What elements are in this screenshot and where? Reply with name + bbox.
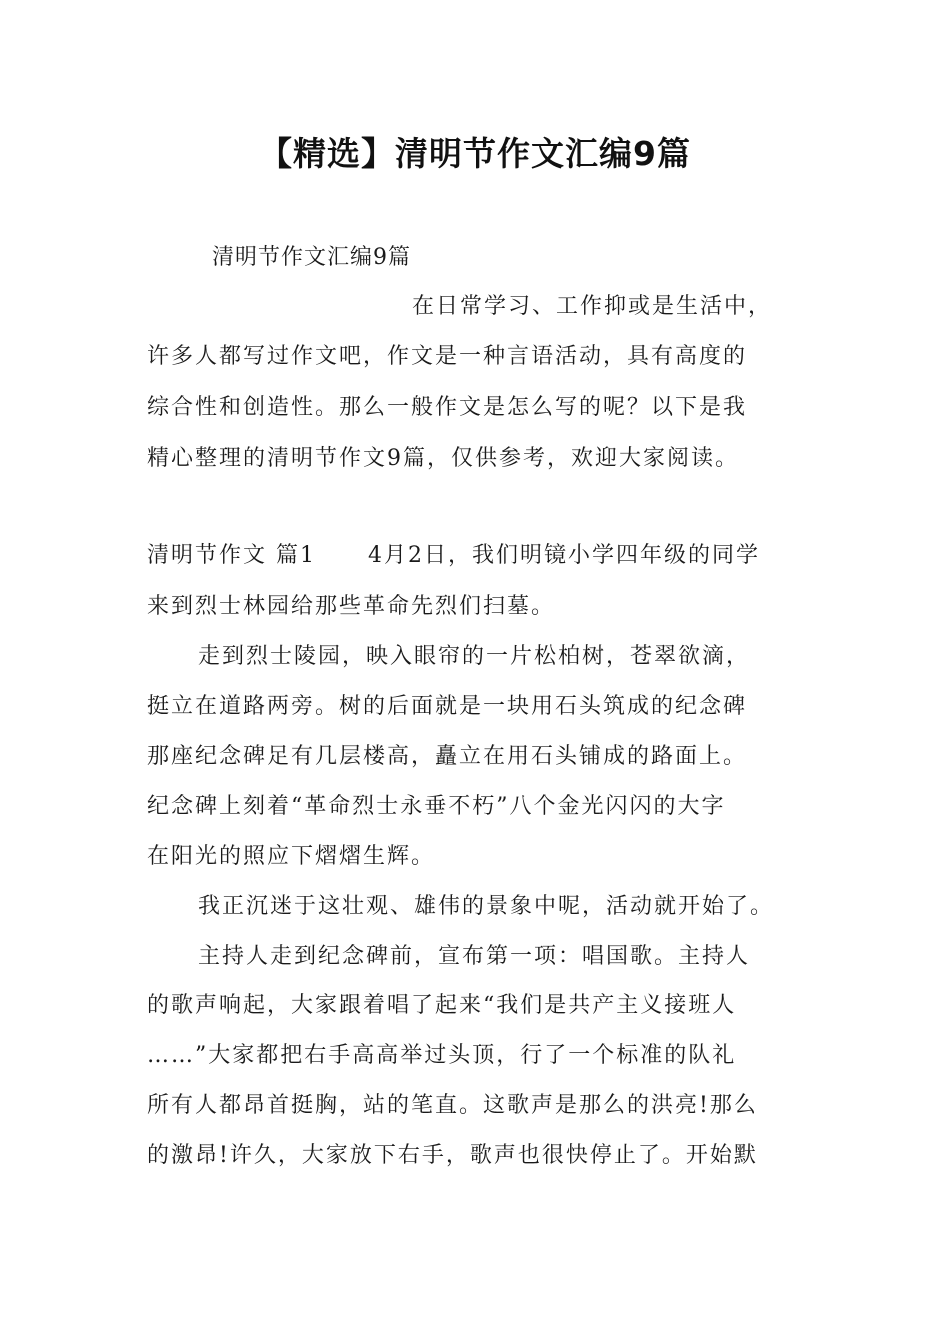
document-title: 【精选】清明节作文汇编9篇 [259, 134, 691, 173]
essay-heading-line [147, 541, 817, 571]
essay-line: 我正沉迷于这壮观、雄伟的景象中呢，活动就开始了。 [198, 894, 775, 919]
essay-line: 主持人走到纪念碑前，宣布第一项：唱国歌。主持人 [198, 944, 751, 969]
intro-line: 许多人都写过作文吧，作文是一种言语活动，具有高度的 [147, 344, 748, 369]
essay-line: 的歌声响起，大家跟着唱了起来“我们是共产主义接班人 [147, 993, 737, 1018]
intro-line: 精心整理的清明节作文9篇，仅供参考，欢迎大家阅读。 [147, 446, 739, 471]
essay-line: ……”大家都把右手高高举过头顶，行了一个标准的队礼 [147, 1043, 737, 1068]
intro-line: 在日常学习、工作抑或是生活中， [412, 294, 773, 319]
essay-heading: 清明节作文 篇1 [147, 543, 316, 568]
essay-line: 来到烈士林园给那些革命先烈们扫墓。 [147, 594, 556, 619]
essay-line: 所有人都昂首挺胸，站的笔直。这歌声是那么的洪亮!那么 [147, 1093, 758, 1118]
essay-line: 那座纪念碑足有几层楼高，矗立在用石头铺成的路面上。 [147, 744, 748, 769]
intro-line: 综合性和创造性。那么一般作文是怎么写的呢？以下是我 [147, 395, 748, 420]
essay-line: 挺立在道路两旁。树的后面就是一块用石头筑成的纪念碑 [147, 694, 748, 719]
essay-line: 的激昂!许久，大家放下右手，歌声也很快停止了。开始默 [147, 1143, 758, 1168]
essay-line: 走到烈士陵园，映入眼帘的一片松柏树，苍翠欲滴， [198, 644, 751, 669]
document-subtitle: 清明节作文汇编9篇 [212, 245, 411, 270]
essay-first-line: 4月2日，我们明镜小学四年级的同学 [368, 543, 760, 568]
essay-line: 在阳光的照应下熠熠生辉。 [147, 844, 436, 869]
essay-line: 纪念碑上刻着“革命烈士永垂不朽”八个金光闪闪的大字 [147, 794, 726, 819]
